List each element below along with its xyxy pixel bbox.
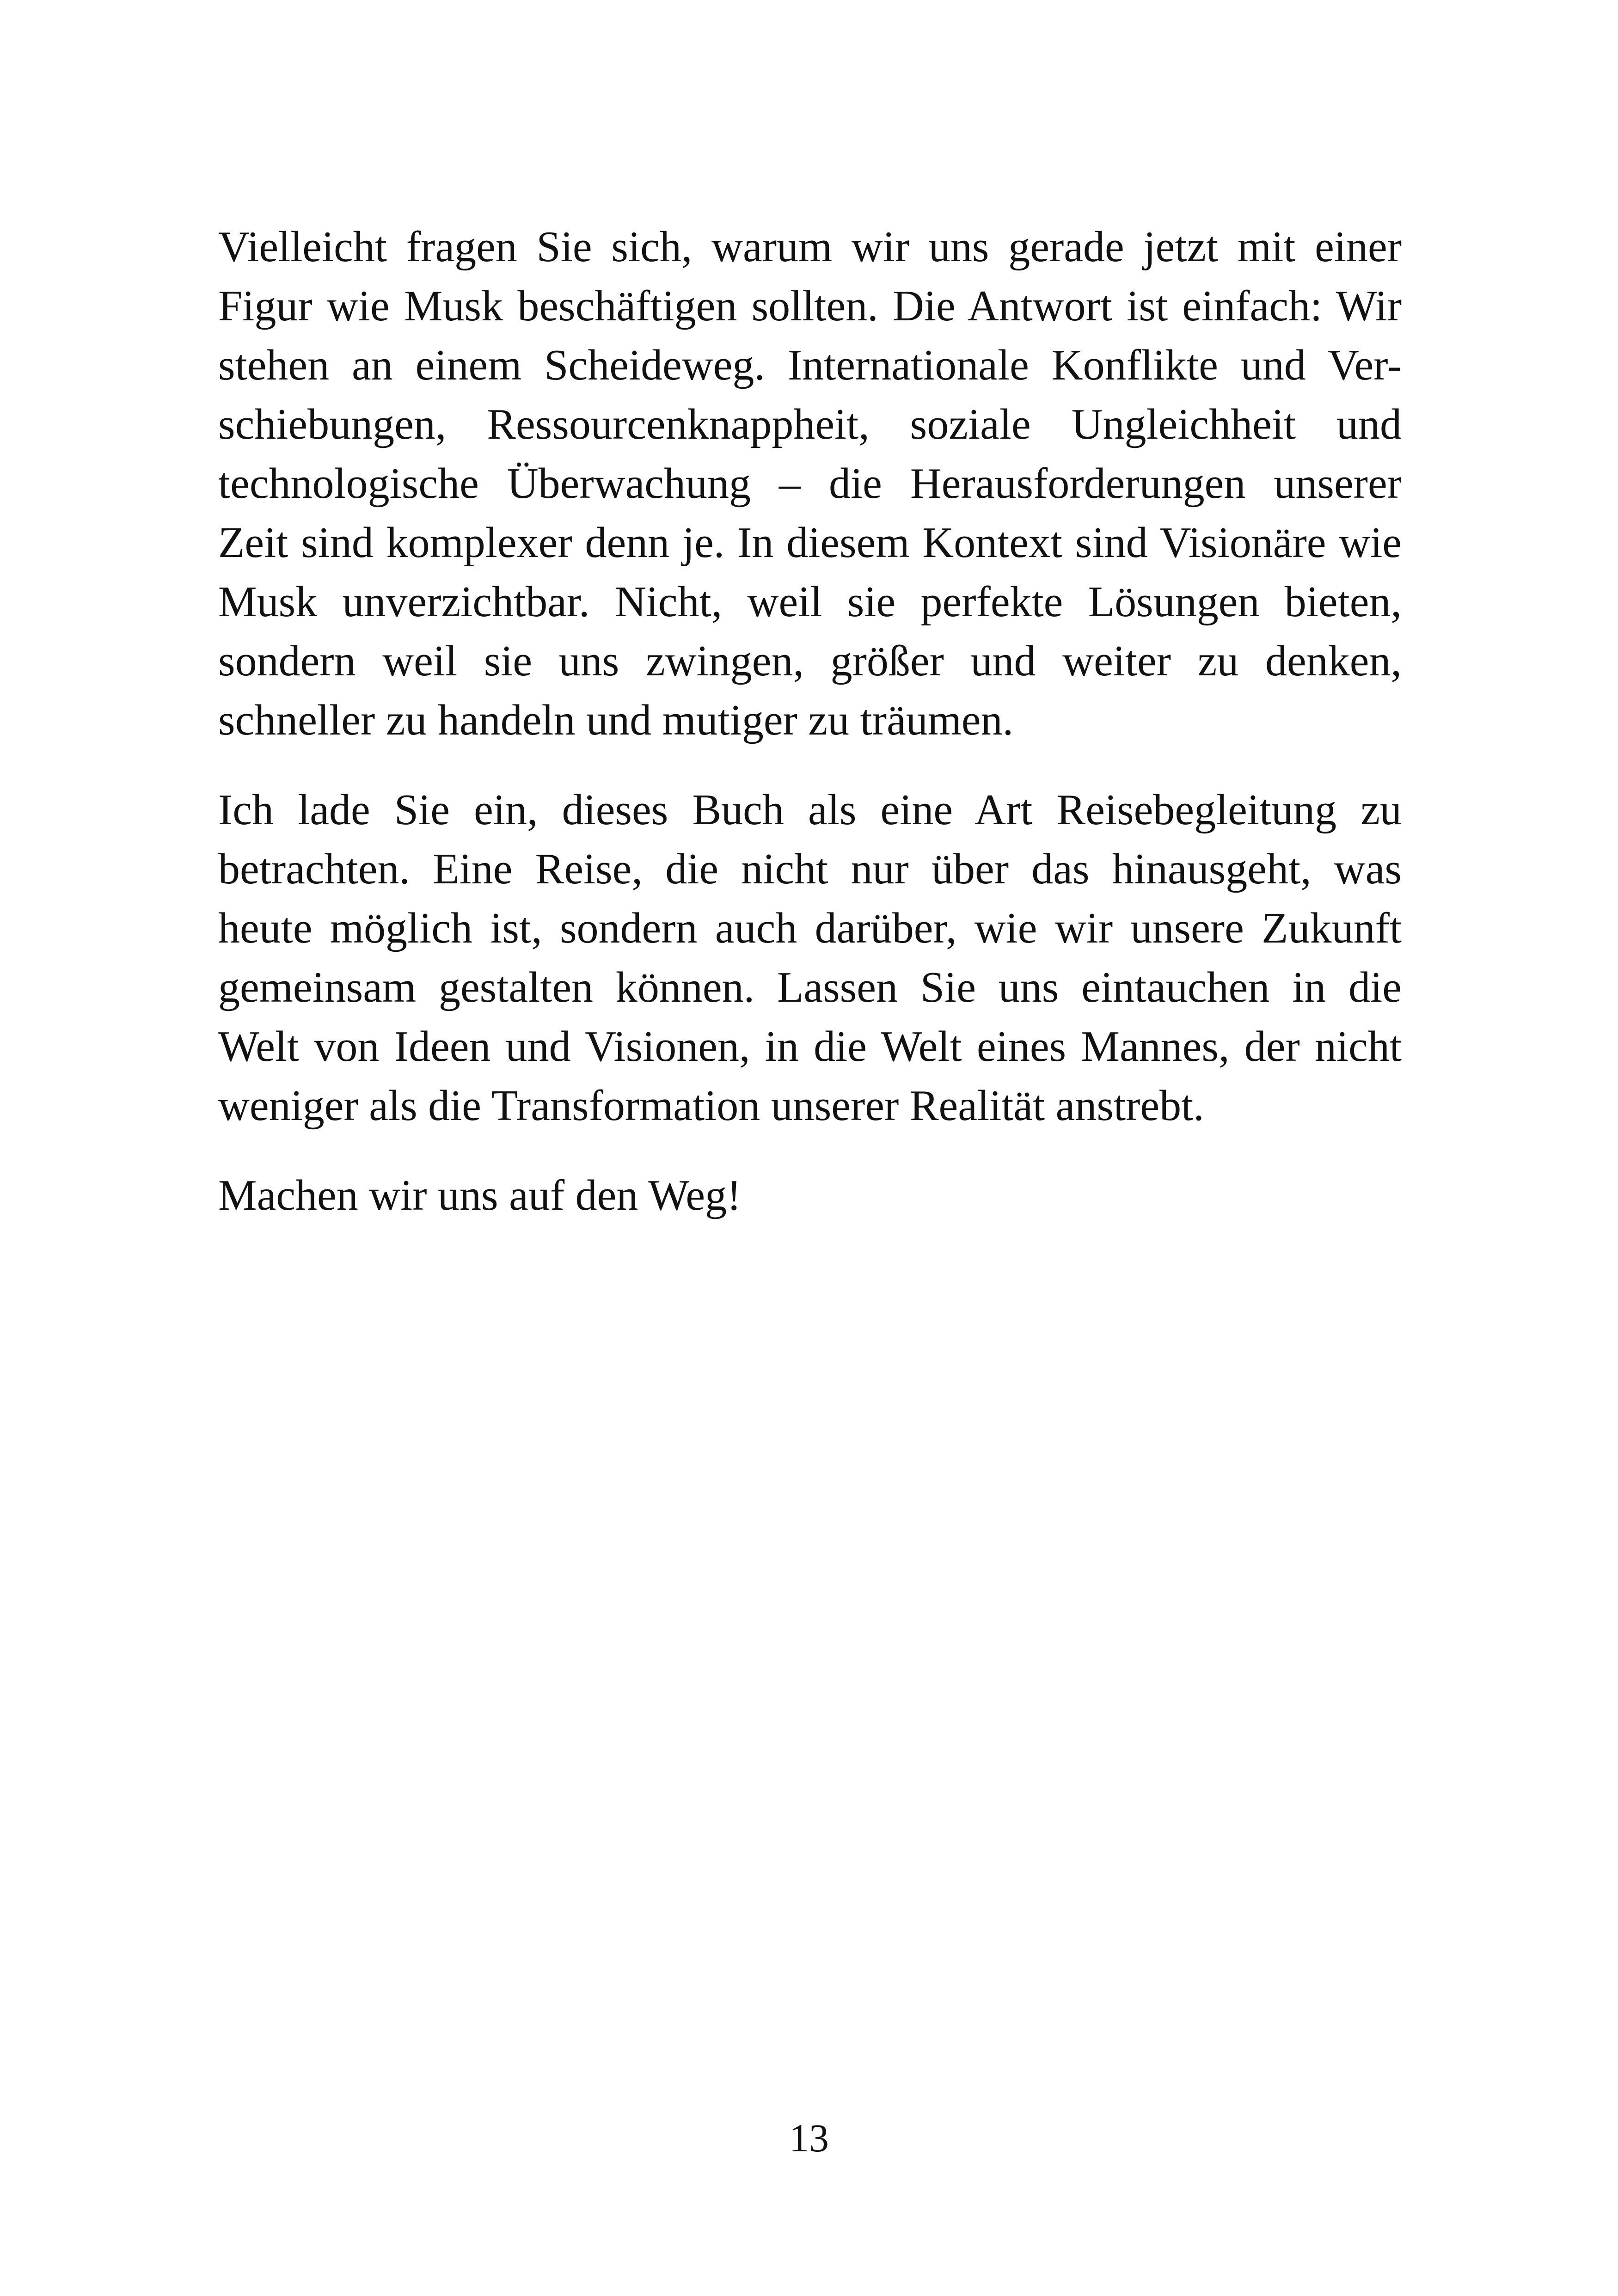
text-line: heute möglich ist, sondern auch darüber, wie wir unsere Zukunft [218,904,1402,952]
text-line: stehen an einem Scheideweg. Internationale Konflikte und Ver- [218,341,1402,389]
text-line: Musk unverzichtbar. Nicht, weil sie perfekte Lösungen bieten, [218,578,1402,626]
page-number: 13 [789,2116,829,2160]
text-line: Figur wie Musk beschäftigen sollten. Die Antwort ist einfach: Wir [218,282,1402,330]
text-line: gemeinsam gestalten können. Lassen Sie uns eintauchen in die [218,963,1402,1011]
text-line: Vielleicht fragen Sie sich, warum wir uns gerade jetzt mit einer [218,223,1402,271]
paragraph-spacing [218,1135,1402,1166]
text-line: betrachten. Eine Reise, die nicht nur über das hinausgeht, was [218,845,1402,893]
text-line: Welt von Ideen und Visionen, in die Welt eines Mannes, der nicht [218,1022,1402,1071]
text-line: Zeit sind komplexer denn je. In diesem Kontext sind Visionäre wie [218,519,1402,567]
paragraph-3 [218,1166,1402,1225]
text-line: Machen wir uns auf den Weg! [218,1171,742,1219]
body-text [218,217,1402,1225]
paragraph-spacing [218,750,1402,780]
text-line: sondern weil sie uns zwingen, größer und weiter zu denken, [218,637,1402,685]
text-line: Ich lade Sie ein, dieses Buch als eine Art Reisebegleitung zu [218,786,1402,834]
text-line: technologische Überwachung – die Herausforderungen unserer [218,459,1402,508]
text-line: schneller zu handeln und mutiger zu träumen. [218,696,1014,744]
paragraph-1 [218,217,1402,750]
text-line: weniger als die Transformation unserer Realität anstrebt. [218,1082,1204,1130]
paragraph-2 [218,780,1402,1135]
text-line: schiebungen, Ressourcenknappheit, soziale Ungleichheit und [218,400,1402,448]
